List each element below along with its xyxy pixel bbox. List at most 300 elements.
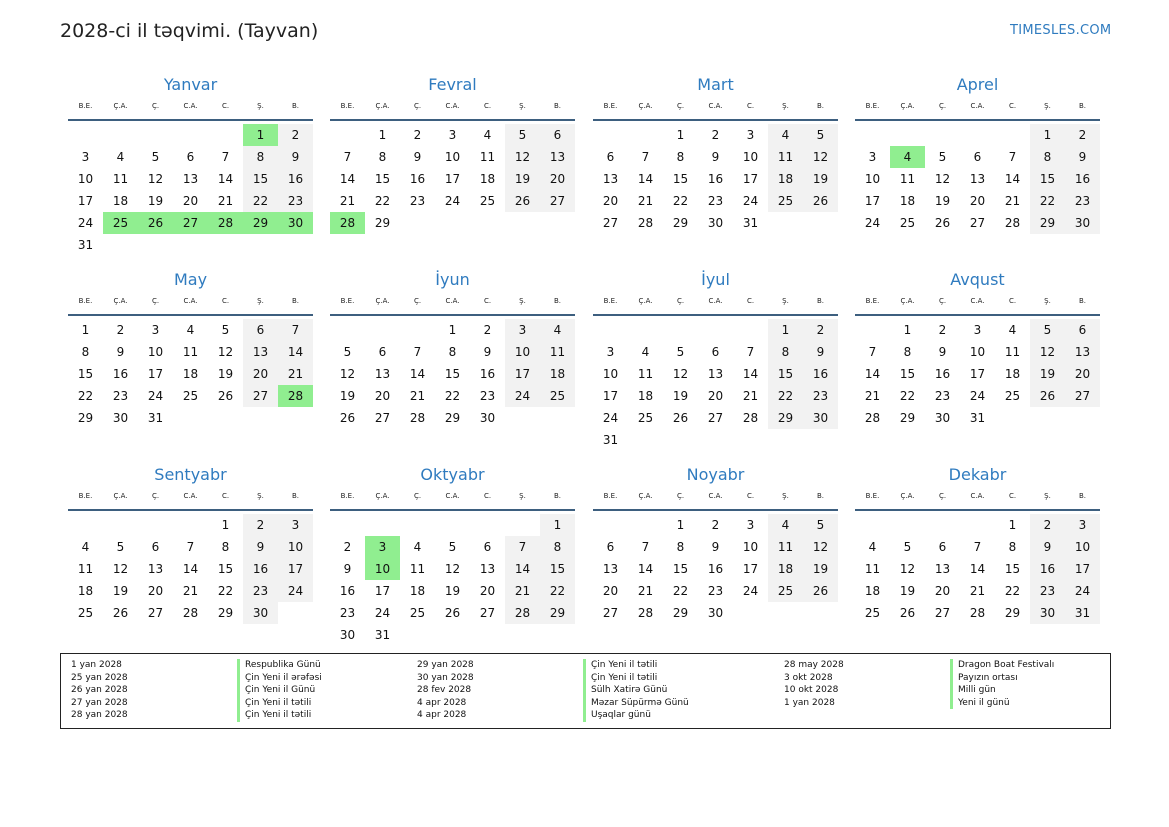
weekday-label: B.: [1078, 102, 1087, 110]
month-name: İyun: [435, 270, 470, 289]
weekday-label: B.: [1078, 492, 1087, 500]
day-cell: 7: [186, 540, 195, 554]
day-cell: 15: [77, 367, 94, 381]
day-cell: 13: [602, 562, 619, 576]
day-cell-holiday: 26: [138, 212, 173, 234]
day-cell: 24: [864, 216, 881, 230]
day-cell: 29: [1004, 606, 1021, 620]
day-cell: 27: [147, 606, 164, 620]
day-cell: 9: [343, 562, 352, 576]
day-cell: 5: [221, 323, 230, 337]
holiday-row: [784, 672, 1018, 685]
day-cell: 18: [409, 584, 426, 598]
day-cell: 9: [711, 150, 720, 164]
weekday-label: Ç.: [938, 297, 947, 305]
holiday-date: 1 yan 2028: [71, 660, 122, 670]
day-cell: 25: [540, 385, 575, 407]
day-cell: 7: [1008, 150, 1017, 164]
day-cell: 17: [278, 558, 313, 580]
day-cell: 9: [711, 540, 720, 554]
day-cell: 15: [768, 363, 803, 385]
day-cell: 21: [637, 194, 654, 208]
day-cell: 31: [742, 216, 759, 230]
weekday-label: B.: [553, 102, 562, 110]
header-rule: [855, 314, 1100, 316]
day-cell: 13: [374, 367, 391, 381]
day-cell: 25: [182, 389, 199, 403]
day-cell-holiday: 29: [243, 212, 278, 234]
day-cell: 9: [1030, 536, 1065, 558]
day-cell: 14: [217, 172, 234, 186]
day-cell: 13: [243, 341, 278, 363]
day-cell: 2: [711, 518, 720, 532]
weekday-label: B.E.: [865, 297, 880, 305]
day-cell: 28: [637, 606, 654, 620]
day-cell: 9: [116, 345, 125, 359]
weekday-label: Ç.: [151, 297, 160, 305]
day-cell: 11: [112, 172, 129, 186]
weekday-label: B.: [1078, 297, 1087, 305]
day-cell: 4: [768, 124, 803, 146]
day-cell: 11: [409, 562, 426, 576]
weekday-label: C.: [221, 297, 230, 305]
day-cell: 6: [973, 150, 982, 164]
header-rule: [330, 509, 575, 511]
day-cell: 6: [151, 540, 160, 554]
weekday-label: C.: [746, 297, 755, 305]
day-cell: 2: [803, 319, 838, 341]
day-cell: 23: [339, 606, 356, 620]
weekday-label: Ş.: [519, 102, 526, 110]
day-cell: 8: [221, 540, 230, 554]
day-cell: 1: [378, 128, 387, 142]
weekday-label: Ç.: [676, 102, 685, 110]
weekday-label: Ç.A.: [375, 297, 390, 305]
month-name: Dekabr: [948, 465, 1007, 484]
day-cell: 17: [77, 194, 94, 208]
day-cell: 26: [803, 190, 838, 212]
day-cell: 23: [707, 194, 724, 208]
day-cell: 7: [221, 150, 230, 164]
day-cell: 11: [479, 150, 496, 164]
day-cell: 6: [378, 345, 387, 359]
day-cell: 22: [217, 584, 234, 598]
weekday-label: Ş.: [1044, 297, 1051, 305]
day-cell: 10: [864, 172, 881, 186]
day-cell: 2: [243, 514, 278, 536]
weekday-label: B.: [816, 102, 825, 110]
weekday-label: C.A.: [970, 102, 985, 110]
day-cell: 10: [742, 540, 759, 554]
day-cell: 30: [934, 411, 951, 425]
weekday-label: C.A.: [183, 492, 198, 500]
day-cell: 21: [742, 389, 759, 403]
day-cell: 27: [969, 216, 986, 230]
day-cell: 22: [243, 190, 278, 212]
weekday-label: C.A.: [183, 102, 198, 110]
day-cell: 3: [606, 345, 615, 359]
day-cell: 15: [672, 172, 689, 186]
holiday-row: [417, 709, 651, 722]
weekday-label: C.: [746, 492, 755, 500]
weekday-label: B.: [553, 492, 562, 500]
weekday-label: B.E.: [865, 492, 880, 500]
weekday-label: C.A.: [445, 297, 460, 305]
day-cell: 26: [899, 606, 916, 620]
day-cell: 4: [81, 540, 90, 554]
day-cell: 27: [707, 411, 724, 425]
holiday-name: Milli gün: [950, 684, 996, 697]
holiday-date: 4 apr 2028: [417, 710, 467, 721]
day-cell: 15: [444, 367, 461, 381]
day-cell: 5: [505, 124, 540, 146]
day-cell: 18: [182, 367, 199, 381]
day-cell: 7: [505, 536, 540, 558]
weekday-header: [593, 492, 838, 504]
day-cell: 30: [707, 216, 724, 230]
day-cell: 15: [672, 562, 689, 576]
holiday-row: [417, 659, 658, 672]
day-cell: 13: [969, 172, 986, 186]
holiday-date: 28 yan 2028: [71, 710, 128, 721]
day-cell: 3: [746, 518, 755, 532]
day-cell: 21: [969, 584, 986, 598]
day-cell: 28: [742, 411, 759, 425]
day-cell: 19: [934, 194, 951, 208]
day-cell: 31: [374, 628, 391, 642]
weekday-label: B.: [291, 492, 300, 500]
day-cell: 28: [182, 606, 199, 620]
day-cell: 26: [803, 580, 838, 602]
weekday-label: Ş.: [257, 102, 264, 110]
day-cell: 10: [278, 536, 313, 558]
weekday-label: Ş.: [1044, 102, 1051, 110]
day-cell: 24: [147, 389, 164, 403]
weekday-label: C.: [1008, 297, 1017, 305]
weekday-label: B.: [291, 297, 300, 305]
weekday-label: Ç.A.: [900, 102, 915, 110]
day-cell: 30: [339, 628, 356, 642]
day-cell: 12: [672, 367, 689, 381]
holiday-name: Çin Yeni il tətili: [583, 659, 657, 672]
day-cell: 24: [969, 389, 986, 403]
day-cell: 15: [217, 562, 234, 576]
day-cell: 27: [1065, 385, 1100, 407]
weekday-label: C.: [221, 492, 230, 500]
day-cell: 20: [540, 168, 575, 190]
day-cell: 29: [444, 411, 461, 425]
day-cell: 7: [641, 150, 650, 164]
day-cell: 2: [1065, 124, 1100, 146]
day-cell: 10: [1065, 536, 1100, 558]
day-cell: 16: [112, 367, 129, 381]
day-cell: 6: [606, 540, 615, 554]
page-title: 2028-ci il təqvimi. (Tayvan): [60, 20, 319, 42]
day-cell: 31: [602, 433, 619, 447]
holiday-date: 28 may 2028: [784, 660, 844, 670]
day-cell: 18: [637, 389, 654, 403]
day-cell: 24: [374, 606, 391, 620]
day-cell-holiday: 28: [278, 385, 313, 407]
header-rule: [330, 119, 575, 121]
weekday-label: Ç.: [151, 492, 160, 500]
weekday-label: B.E.: [603, 297, 618, 305]
month-name: Oktyabr: [420, 465, 485, 484]
holiday-name: Çin Yeni il tətili: [583, 672, 657, 685]
day-cell: 29: [899, 411, 916, 425]
holiday-name: Payızın ortası: [950, 672, 1018, 685]
day-cell: 23: [934, 389, 951, 403]
day-cell: 29: [217, 606, 234, 620]
day-cell: 31: [77, 238, 94, 252]
month-name: Fevral: [428, 75, 477, 94]
day-cell: 13: [1065, 341, 1100, 363]
day-cell: 28: [969, 606, 986, 620]
day-cell: 10: [742, 150, 759, 164]
header-rule: [593, 314, 838, 316]
day-cell: 19: [672, 389, 689, 403]
day-cell: 1: [81, 323, 90, 337]
day-cell: 30: [243, 602, 278, 624]
day-cell: 29: [672, 216, 689, 230]
day-cell: 17: [742, 562, 759, 576]
day-cell: 1: [676, 518, 685, 532]
day-cell: 5: [676, 345, 685, 359]
day-cell: 22: [899, 389, 916, 403]
day-cell: 16: [1030, 558, 1065, 580]
day-cell: 14: [182, 562, 199, 576]
day-cell: 26: [934, 216, 951, 230]
day-cell: 13: [602, 172, 619, 186]
day-cell: 18: [540, 363, 575, 385]
day-cell-holiday: 3: [365, 536, 400, 558]
weekday-header: [593, 297, 838, 309]
day-cell: 14: [637, 562, 654, 576]
day-cell: 1: [540, 514, 575, 536]
weekday-label: B.: [816, 297, 825, 305]
day-cell: 19: [339, 389, 356, 403]
day-cell: 12: [899, 562, 916, 576]
holiday-date: 3 okt 2028: [784, 672, 833, 683]
weekday-label: B.E.: [603, 102, 618, 110]
day-cell: 2: [1030, 514, 1065, 536]
holiday-row: [71, 697, 312, 710]
day-cell: 28: [505, 602, 540, 624]
day-cell: 11: [540, 341, 575, 363]
holiday-name: Dragon Boat Festivalı: [950, 659, 1054, 672]
day-cell: 3: [505, 319, 540, 341]
weekday-label: C.: [221, 102, 230, 110]
day-cell: 21: [409, 389, 426, 403]
day-cell: 1: [676, 128, 685, 142]
day-cell: 10: [147, 345, 164, 359]
day-cell: 8: [768, 341, 803, 363]
month-name: Yanvar: [163, 75, 218, 94]
day-cell: 1: [1008, 518, 1017, 532]
month-name: Noyabr: [686, 465, 745, 484]
day-cell: 28: [864, 411, 881, 425]
holiday-name: Çin Yeni il Günü: [237, 684, 315, 697]
day-cell: 14: [742, 367, 759, 381]
header-rule: [855, 119, 1100, 121]
day-cell: 25: [768, 580, 803, 602]
holiday-column: [784, 659, 1055, 709]
day-cell: 8: [81, 345, 90, 359]
day-cell: 22: [672, 194, 689, 208]
day-cell: 23: [707, 584, 724, 598]
day-cell: 12: [803, 536, 838, 558]
day-cell: 27: [934, 606, 951, 620]
day-cell: 24: [742, 584, 759, 598]
day-cell: 21: [505, 580, 540, 602]
day-cell: 13: [147, 562, 164, 576]
day-cell: 21: [864, 389, 881, 403]
month-name: Mart: [697, 75, 734, 94]
day-cell: 20: [969, 194, 986, 208]
day-cell: 15: [1030, 168, 1065, 190]
weekday-label: C.: [483, 297, 492, 305]
day-cell: 23: [1030, 580, 1065, 602]
day-cell: 14: [505, 558, 540, 580]
day-cell: 8: [243, 146, 278, 168]
day-cell: 16: [479, 367, 496, 381]
day-cell: 30: [803, 407, 838, 429]
day-cell: 18: [1004, 367, 1021, 381]
day-cell: 7: [278, 319, 313, 341]
weekday-label: Ç.A.: [113, 492, 128, 500]
holiday-name: Çin Yeni il tətili: [237, 709, 311, 722]
day-cell: 24: [602, 411, 619, 425]
day-cell: 22: [374, 194, 391, 208]
day-cell: 23: [1065, 190, 1100, 212]
day-cell: 2: [711, 128, 720, 142]
day-cell: 4: [483, 128, 492, 142]
day-cell: 6: [186, 150, 195, 164]
weekday-label: Ç.A.: [638, 297, 653, 305]
day-cell: 3: [81, 150, 90, 164]
day-cell: 12: [217, 345, 234, 359]
day-cell: 1: [768, 319, 803, 341]
day-cell: 7: [973, 540, 982, 554]
day-cell: 25: [637, 411, 654, 425]
holiday-row: [417, 697, 689, 710]
day-cell: 16: [707, 172, 724, 186]
day-cell: 11: [899, 172, 916, 186]
day-cell: 24: [505, 385, 540, 407]
weekday-label: B.: [291, 102, 300, 110]
day-cell: 13: [540, 146, 575, 168]
day-cell: 13: [182, 172, 199, 186]
day-cell: 2: [483, 323, 492, 337]
weekday-label: B.: [553, 297, 562, 305]
day-cell: 20: [707, 389, 724, 403]
weekday-label: Ş.: [782, 102, 789, 110]
day-cell: 29: [77, 411, 94, 425]
day-cell-holiday: 27: [173, 212, 208, 234]
day-cell: 24: [278, 580, 313, 602]
day-cell: 2: [343, 540, 352, 554]
day-cell: 14: [1004, 172, 1021, 186]
weekday-label: C.A.: [445, 102, 460, 110]
day-cell: 29: [768, 407, 803, 429]
day-cell: 5: [1030, 319, 1065, 341]
day-cell: 7: [641, 540, 650, 554]
day-cell: 30: [1030, 602, 1065, 624]
day-cell: 4: [540, 319, 575, 341]
day-cell: 5: [803, 514, 838, 536]
month-name: İyul: [701, 270, 730, 289]
day-cell: 15: [243, 168, 278, 190]
day-cell: 28: [637, 216, 654, 230]
day-cell: 12: [803, 146, 838, 168]
weekday-label: C.A.: [708, 492, 723, 500]
weekday-header: [330, 297, 575, 309]
weekday-label: B.E.: [78, 102, 93, 110]
day-cell: 30: [707, 606, 724, 620]
day-cell: 17: [602, 389, 619, 403]
day-cell: 5: [938, 150, 947, 164]
weekday-header: [68, 102, 313, 114]
weekday-label: Ç.: [938, 102, 947, 110]
day-cell: 8: [676, 540, 685, 554]
day-cell: 11: [864, 562, 881, 576]
day-cell: 21: [217, 194, 234, 208]
holiday-date: 4 apr 2028: [417, 697, 467, 708]
day-cell: 30: [112, 411, 129, 425]
holiday-date: 25 yan 2028: [71, 672, 128, 683]
weekday-header: [855, 492, 1100, 504]
day-cell: 16: [339, 584, 356, 598]
day-cell: 18: [479, 172, 496, 186]
day-cell: 19: [899, 584, 916, 598]
weekday-header: [68, 297, 313, 309]
day-cell: 22: [540, 580, 575, 602]
day-cell: 16: [1065, 168, 1100, 190]
day-cell: 12: [147, 172, 164, 186]
day-cell: 7: [413, 345, 422, 359]
day-cell: 8: [903, 345, 912, 359]
day-cell: 19: [112, 584, 129, 598]
holiday-row: [417, 684, 668, 697]
holiday-date: 10 okt 2028: [784, 685, 839, 696]
header-rule: [68, 119, 313, 121]
day-cell: 24: [444, 194, 461, 208]
weekday-label: C.: [483, 492, 492, 500]
day-cell: 17: [444, 172, 461, 186]
weekday-label: Ç.: [413, 102, 422, 110]
weekday-header: [330, 102, 575, 114]
day-cell: 17: [864, 194, 881, 208]
day-cell: 25: [77, 606, 94, 620]
day-cell: 29: [672, 606, 689, 620]
day-cell: 18: [768, 168, 803, 190]
day-cell: 11: [637, 367, 654, 381]
day-cell-holiday: 30: [278, 212, 313, 234]
weekday-label: B.E.: [340, 102, 355, 110]
holiday-row: [71, 709, 312, 722]
day-cell: 10: [505, 341, 540, 363]
day-cell: 5: [803, 124, 838, 146]
day-cell-holiday: 28: [208, 212, 243, 234]
site-link[interactable]: TIMESLES.COM: [1010, 23, 1112, 38]
weekday-label: Ş.: [519, 492, 526, 500]
day-cell: 10: [969, 345, 986, 359]
day-cell: 12: [444, 562, 461, 576]
day-cell: 3: [278, 514, 313, 536]
day-cell: 2: [413, 128, 422, 142]
weekday-header: [855, 297, 1100, 309]
day-cell-holiday: 1: [243, 124, 278, 146]
